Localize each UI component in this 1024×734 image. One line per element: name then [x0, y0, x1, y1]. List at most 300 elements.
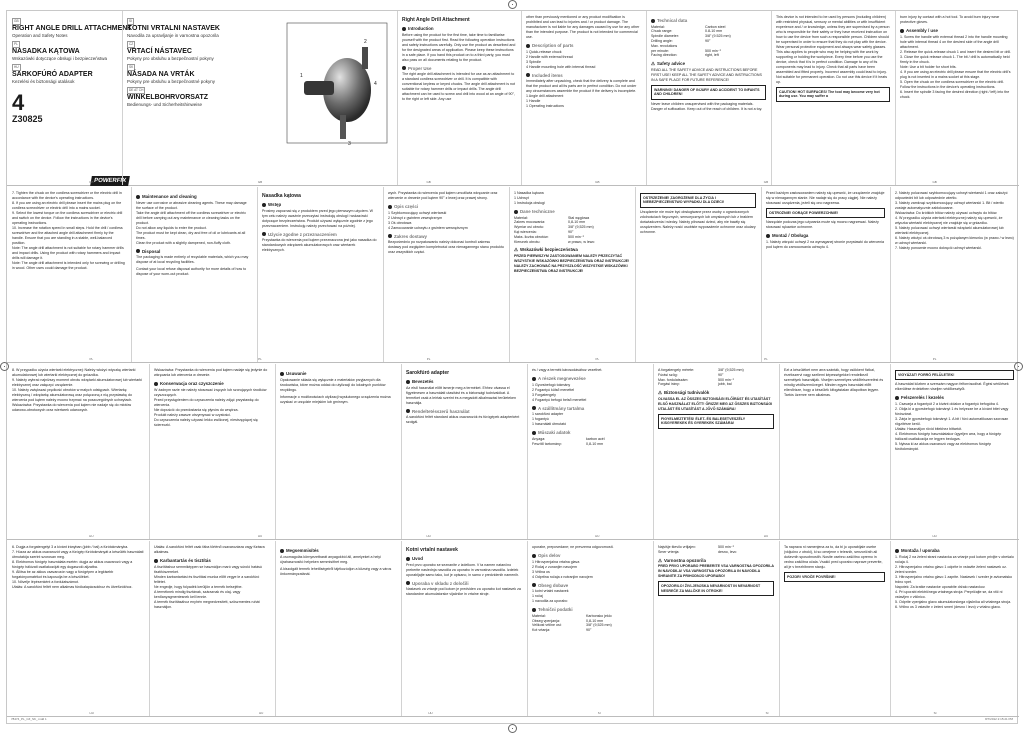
- section-title: Varnostna opozorila: [663, 557, 706, 563]
- tech-value: 0,8-10 mm: [586, 441, 604, 446]
- gb-heading: Right Angle Drill Attachment: [402, 17, 470, 23]
- cover-cz: [127, 38, 242, 61]
- pl-disposal-text-2: Informacje o możliwościach utylizacji wysłużonego urządzenia można uzyskać w urzędzie miejskim lub gminnym.: [280, 394, 391, 404]
- tech-label: Feszítő tartomány:: [532, 441, 562, 446]
- pl-maintenance-column: [149, 364, 275, 539]
- si-section-assembly: [895, 548, 1014, 554]
- cover-sk: [127, 61, 242, 84]
- si-tech-table: [532, 614, 612, 633]
- bullet-icon: [402, 27, 406, 31]
- gb-assembly-intro: burn injury by contact with a hot tool. To avoid burn injury wear protective gloves.: [900, 15, 1000, 24]
- section-title: A szállítmány tartalma: [538, 405, 585, 411]
- list-item: 1 Handle: [526, 99, 541, 104]
- table-row: [658, 382, 744, 387]
- cover-title-sk: NÁSADA NA VRTÁK: [127, 71, 195, 78]
- list-item: 4 Odprtina ročaja z notranjim navojem: [532, 574, 593, 579]
- tech-label: Chuck range:: [651, 29, 673, 34]
- bullet-icon: [262, 232, 266, 236]
- section-title: Included items: [532, 72, 563, 78]
- pl-section-intro: [262, 202, 378, 208]
- lang-label: SI: [933, 710, 937, 715]
- bullet-icon: [280, 549, 284, 553]
- hu-maintenance-column: [149, 541, 275, 716]
- tech-label: Zakres mocowania:: [514, 220, 546, 225]
- section-title: Maintenance and cleaning: [142, 194, 197, 199]
- si-section-intro: [406, 556, 522, 562]
- pl-safety-intro: PRZED PIERWSZYM ZASTOSOWANIEM NALEŻY PRZECZYTAĆ WSZYSTKIE WSKAZÓWKI BEZPIECZEŃSTWA ORAZ INSTRUKCJE! NALEŻY ZACHOWAĆ NA PRZYSZŁOŚĆ WSZYSTKIE WSKAZÓWKI BEZPIECZEŃSTWA ORAZ INSTRUKCJE!: [514, 253, 630, 273]
- list-item: 1 Szybkomocujący uchwyt wiertarski: [388, 210, 447, 215]
- tech-value: 3/8" (9,525 mm): [718, 368, 744, 372]
- tech-label: Anyaga:: [532, 436, 546, 441]
- pl-warning-box: OSTRZEŻENIE! ZAGROŻENIE DLA ŻYCIA I NIEBEZPIECZEŃSTWO WYPADKU DLA DZIECI!: [640, 193, 756, 208]
- si-section-tech: [532, 607, 648, 613]
- tech-label: Kot vrtanja:: [532, 628, 551, 633]
- section-title: Użycie zgodne z przeznaczeniem: [268, 231, 337, 237]
- si-safety-intro: PRED PRVO UPORABO PREBERITE VSA VARNOSTNA OPOZORILA IN NAVODILA! VSA VARNOSTNA OPOZORILA IN NAVODILA SHRANITE ZA PRIHODNJO UPORABO!: [658, 564, 774, 579]
- hu-assembly-column: [890, 364, 1019, 539]
- hu-section-delivery: [532, 406, 648, 412]
- tech-label: per minute:: [651, 48, 669, 53]
- lang-label: GB: [257, 179, 263, 184]
- si-warning-box: OPOZORILO! ŽIVLJENJSKA NEVARNOST IN NEVARNOST NESREČE ZA MALČKE IN OTROKE!: [658, 581, 774, 596]
- list-item: 1 Hitrovpenjalna vrtalna glava: [532, 559, 580, 564]
- si-parts-intro: uporabe, prepovedane; ne prevzema odgovornosti.: [532, 545, 614, 549]
- list-item: 2 Uchwyt z gwintem zewnętrznym: [388, 215, 443, 220]
- gb-section-maintenance: [136, 194, 252, 200]
- pl-section-maintenance: [154, 381, 270, 387]
- pl-delivery-text: Bezpośrednio po rozpakowaniu należy dokonać kontroli zakresu dostawy pod względem kompletności oraz nienagannego stanu produktu oraz wszystkich części.: [388, 240, 504, 255]
- pl-section-safety: [514, 247, 630, 253]
- tech-label: Drilling angle:: [651, 38, 673, 43]
- drill-spindle: [340, 115, 346, 139]
- lang-tag-de: DE AT CH: [129, 88, 144, 92]
- list-item: 1 Operating instructions: [526, 104, 564, 109]
- section-title: Rendeltetésszerű használat: [412, 408, 470, 414]
- part-callout-4: 4: [374, 81, 377, 87]
- lang-label: HU: [763, 533, 769, 538]
- bullet-icon: [406, 581, 410, 585]
- list-item: 3 Spindle: [526, 59, 541, 64]
- tech-value: desno, levo: [718, 549, 737, 554]
- gb-maintenance-list: Never use corrosive or abrasive cleaning agents. These may damage the surface of the product. Take the angle drill attachment off the cordless screwdriver or electric drill before carrying out any maintenance or cleaning tasks on the product. Do not allow any liquids to enter the product. The product must be kept clean, dry and free of oil or lubricants at all times. Clean the product with a slightly dampened, non-fluffy cloth.: [136, 200, 247, 245]
- part-callout-2: 2: [364, 39, 367, 45]
- cover-subtitle-de: Bedienungs- und Sicherheitshinweise: [127, 101, 203, 107]
- bullet-icon: [388, 234, 392, 238]
- section-title: Tehnični podatki: [538, 607, 573, 613]
- section-title: Felszerelés / kezelés: [901, 395, 944, 401]
- cover-title-hu: SARKOFÚRÓ ADAPTER: [12, 71, 93, 78]
- section-title: Usuwanie: [286, 371, 307, 376]
- cover-title-si: KOTNI VRTALNI NASTAVEK: [127, 25, 220, 32]
- si-tech-column: [653, 541, 779, 716]
- gb-caution-hot: CAUTION! HOT SURFACES! The tool may become very hot during use. You may suffer a: [776, 87, 890, 102]
- lang-label: PL: [426, 356, 431, 361]
- cover-title-gb: RIGHT ANGLE DRILL ATTACHMENT: [12, 25, 132, 32]
- hu-steps-column: [7, 541, 149, 716]
- section-title: Bevezetés: [412, 379, 434, 384]
- si-safety-column: [779, 541, 890, 716]
- section-title: A részek megnevezése: [538, 376, 586, 381]
- bullet-icon: [154, 382, 158, 386]
- list-item: 1 Uchwyt: [514, 196, 529, 200]
- gb-intro-column: [397, 11, 521, 185]
- warning-triangle-icon: ⚠: [658, 390, 662, 396]
- table-row: [651, 53, 731, 58]
- tech-label: Material:: [532, 613, 546, 618]
- print-footer-left: 78474_PL_CZ_SK_.indd 1: [11, 717, 47, 721]
- band-footer-langs: [7, 532, 1019, 539]
- hu-disposal-column: [275, 541, 401, 716]
- tech-value: karbon acél: [586, 436, 605, 441]
- bullet-icon: [895, 396, 899, 400]
- part-callout-1: 1: [300, 73, 303, 79]
- part-callout-3: 3: [348, 141, 351, 147]
- hu-safety-column: [779, 364, 890, 539]
- tech-value: 500 min⁻¹: [705, 48, 721, 53]
- lang-label: PL: [932, 356, 937, 361]
- cover-subtitle-hu: Kezelési és biztonsági utalások: [12, 78, 75, 84]
- bullet-icon: [651, 19, 655, 23]
- registration-mark-icon: [1014, 362, 1023, 371]
- list-item: 4 Handle mounting hole with internal thread: [526, 64, 596, 69]
- gb-assembly-steps: 1. Screw the handle with external thread 2 into the handle mounting hole with internal thread 4 on the desired side of the angle drill attachment. 2. Release the quick-release chuck 1 and insert the desired bit or drill. 3. Close the quick release chuck 1. The bit / drill is automatically held firmly in the chuck. Note: Use a bit holder for short bits. 4. If you are using an electric drill please ensure that the electric drill's plug is not inserted in a mains socket at this stage. 5. Open the chuck on the cordless screwdriver or the electric drill. Follow the instructions in the device's operating instructions. 6. Insert the spindle 3 facing the desired direction (right / left) into the chuck.: [900, 34, 1012, 99]
- bullet-icon: [532, 431, 536, 435]
- hu-section-disposal: [280, 548, 396, 554]
- pl-caution-hot: OSTROŻNIE! GORĄCE POWIERZCHNIE!: [766, 208, 885, 218]
- tech-label: Materiał:: [514, 215, 528, 220]
- list-item: 3 Forgatengely: [532, 392, 556, 397]
- section-title: Karbantartás és tisztítás: [160, 558, 211, 563]
- gb-section-included: [526, 73, 641, 79]
- hu-parts-intro: és / vagy a termék károsodásához vezethet.: [532, 368, 603, 372]
- gb-section-proper-use: [402, 66, 516, 72]
- gb-tech-column: [646, 11, 771, 185]
- drill-chuck: [304, 81, 334, 95]
- tech-label: A forgatengely mérete:: [658, 368, 695, 372]
- si-assembly-column: [890, 541, 1019, 716]
- pl-tech-table: [514, 216, 594, 245]
- list-item: 2 Handle with external thread: [526, 54, 573, 59]
- table-row: [532, 628, 612, 633]
- lang-tag-si: SI: [129, 19, 133, 23]
- bullet-icon: [154, 559, 158, 563]
- tech-label: Facing direction:: [651, 53, 678, 58]
- bullet-icon: [136, 249, 140, 253]
- hu-parts-column: [527, 364, 653, 539]
- lang-label: PL: [764, 356, 768, 361]
- product-code: Z30825: [12, 114, 43, 124]
- pl-steps-text: 2. Należy poluzować szybkomocujący uchwyt wiertarski 1 oraz założyć odpowiedni bit lub odpowiednie wiertło. 3. Należy zamknąć szybkomocujący uchwyt wiertarski 1. Bit / wiertło zostaje automatycznie zablokowane. Wskazówka: Do krótkich bitów należy używać uchwytu do bitów. 4. W przypadku użycia wiertarki elektrycznej należy się upewnić, że wtyczka wiertarki elektrycznej nie znajduje się w gniazdku. 5. Należy poluzować uchwyt wiertarski wkrętarki akumulatorowej lub wiertarki elektrycznej. 6. Należy włożyć oś obrotową 3 w pożądanym kierunku (w prawo / w lewo) w uchwyt wiertarski. 7. Należy ponownie mocno dokręcić uchwyt wiertarski.: [895, 191, 1014, 250]
- section-title: Safety advice: [656, 61, 686, 67]
- list-item: 1 Quick-release chuck: [526, 49, 562, 54]
- cover-subtitle-cz: Pokyny pro obsluhu a bezpečnostní pokyny: [127, 55, 214, 61]
- bullet-icon: [766, 234, 770, 238]
- pl-assembly-intro: Przed każdym zastosowaniem należy się upewnić, że urządzenie znajduje się w nienagannym stanie. Nie nadaje się do pracy ciągłej. Nie należy stosować urządzenia, jeżeli się ono nagrzewa.: [766, 191, 885, 205]
- gb-safety-column: [771, 11, 895, 185]
- gb-maintenance-column: [131, 187, 257, 362]
- hu-caution-hot: VIGYÁZAT! FORRÓ FELÜLETEK!: [895, 370, 1014, 380]
- cover-de: [127, 84, 242, 107]
- cover-si: [127, 15, 242, 38]
- tech-value: 3/8" (9,525 mm): [568, 225, 594, 230]
- lang-label: HU: [89, 710, 94, 715]
- lang-label: GB: [426, 179, 431, 184]
- hu-section-assembly: [895, 395, 1014, 401]
- gb-warning-box: WARNING! DANGER OF INJURY AND ACCIDENT TO INFANTS AND CHILDREN!: [651, 85, 766, 100]
- section-title: Opis delov: [538, 553, 561, 558]
- hu-tech-table-2: [658, 368, 744, 387]
- pl-section-use: [262, 232, 378, 238]
- gb-parts-intro: other than previously mentioned or any product modification is prohibited and can lead to injuries and / or product damage. The manufacturer is not liable for any damages caused by use for any other than the intended purpose. The product is not intended for commercial use.: [526, 15, 640, 39]
- tech-value: 90°: [718, 372, 724, 377]
- si-use-text: Nastavek za vrtanje pod kotom je predviden za uporabo kot nastavek za standardne akumulatorske vijačnike in vrtalne stroje.: [406, 587, 521, 597]
- section-title: Wskazówki bezpieczeństwa: [519, 247, 578, 253]
- gb-section-introduction: [402, 26, 516, 32]
- tech-label: Kierunek obrotu:: [514, 239, 541, 244]
- gb-steps-text: 7. Tighten the chuck on the cordless screwdriver or the electric drill in accordance with the device's operating instructions. 8. If you are using an electric drill please insert the mains plug on the cordless screwdriver or electric drill into a mains socket. 9. Select the lowest torque on the cordless screwdriver or electric drill and switch on the device. Follow the instructions in the device's operating instructions. 10. Increase the rotation speed in small steps. Hold the drill / cordless screwdriver and the attached angle drill attachment firmly by the handle. Ensure that you are standing in a stable, well-balanced position. Note: The angle drill attachment is not suitable for rotary hammer drills and impact drills. Using the product with rotary hammers and impact drills will damage it. Note: The angle drill attachment is intended only for screwing or drilling in wood. Other uses could damage the product.: [12, 191, 125, 270]
- band-pl: [7, 187, 1019, 363]
- list-item: 1 sarokfúró adapter: [532, 412, 564, 417]
- registration-mark-icon: [0, 362, 9, 371]
- si-section-use: [406, 581, 522, 587]
- gb-safety-text: This device is not intended to be used by persons (including children) with restricted physical, sensory or mental abilities or with insufficient experience and / or knowledge, unless they are supervised by a person who is responsible for their safety or they have received instruction on how to use the device from such a responsible person. Children should be supervised in order to ensure that they do not play with the device. Wear personal protective equipment and always wear safety glasses. This also applies to people who may be helping with the work by supporting or holding the workpiece. Every time before you use the device, check that it is in perfect condition. Damage to any of its components may lead to injury. Check that all parts have been assembled and fitted properly. Incorrect assembly could lead to injury. Not suitable for permanent operation. Do not use this device if it heats up.: [776, 15, 890, 84]
- cover-subtitle-sk: Pokyny pre obsluhu a bezpečnostné pokyny: [127, 78, 216, 84]
- band-hu: [7, 364, 1019, 540]
- si-assembly-steps: 1. Ročaj 2 na želeni strani nastavka za vrtanje pod kotom privijte v obešalo ročaja 4. 2. Hitrovpenjalno vrtalno glavo 1 odprite in vstavite želeni nastavek oz. želeni sveder. 3. Hitrovpenjalno vrtalno glavo 1 zaprite. Nastavek / sveder je avtomatsko trdno vpet. Napotek: Za kratke nastavke uporabite držalo nastavkov. 4. Pri uporabi električnega vrtalnega stroja: Prepričajte se, da vtič ni vstavljen v vtičnico. 5. Odprite vpenjalno glavo akumulatorskega vijačnika ali vrtalnega stroja. 6. Vrtilno os 3 vstavite v želeni smeri (desno / levo) v vrtalno glavo.: [895, 554, 1014, 609]
- tech-value: 90°: [568, 229, 574, 234]
- pl-intro-text: Prosimy zapoznać się z produktem przed jego pierwszym użyciem. W tym celu należy uważnie przeczytać instrukcję obsługi i wskazówki dotyczące bezpieczeństwa. Produkt używać wyłącznie zgodnie z jego przeznaczeniem. Instrukcję należy przechować na później.: [262, 208, 374, 228]
- pl-assembly-steps: 1. Należy wkręcić uchwyt 2 na wymaganej stronie przystawki do wiercenia pod kątem do zamocowania uchwytu 4.: [766, 240, 885, 249]
- section-title: Biztonsági tudnivalók: [663, 390, 710, 396]
- pl-parts-intro: wych. Przystawka do wiercenia pod kątem umożliwia wkręcanie oraz wiercenie w drewnie pod kątem 90° z lewej oraz prawej strony.: [388, 191, 498, 200]
- warning-triangle-icon: ⚠: [658, 557, 662, 563]
- pl-safety-text: Urządzenie nie może być obsługiwane przez osoby o ograniczonych zdolnościach fizycznych, sensorycznych lub umysłowych lub z brakiem doświadczenia i wiedzy. Należy pilnować dzieci, aby nie bawiły się urządzeniem. Należy nosić osobiste wyposażenie ochronne oraz okulary ochronne.: [640, 209, 756, 234]
- section-title: Description of parts: [532, 43, 574, 48]
- lang-label: HU: [257, 533, 263, 538]
- pl-disposal-column: [275, 364, 401, 539]
- tech-value: 0,8-10 mm: [586, 618, 604, 623]
- lang-tag-sk: SK: [129, 65, 134, 69]
- table-row: [658, 550, 736, 555]
- pl-heading: Nasadka kątowa: [262, 193, 301, 199]
- tech-value: Stal węglowa: [568, 215, 590, 220]
- list-item: 2 Ročaj z zunanjim navojem: [532, 564, 577, 569]
- pl-steps-column: [890, 187, 1019, 362]
- list-item: 4 Fogantyú befogó belső menettel: [532, 397, 587, 402]
- hu-assembly-steps: 1. Csavarja a fogantyút 2 a kívánt oldalon a fogantyú befogóba 4. 2. Oldja ki a gyorsbefogó tokmányt 1 és helyezze be a kívánt bitet vagy fúrószárat. 3. Zárja le gyorsbefogó tokmányt 1. A bit / fúró automatikusan szorosan rögzítésre kerül. Utalás: Használjon rövid bitekhez bittartót. 4. Elektromos fúrógép használatakor ügyeljen arra, hogy a fúrógép hálózati csatlakozója ne legyen bedugva. 5. Nyissa ki az akkus csavarozó vagy az elektromos fúrógép fúrótokmányát.: [895, 402, 1009, 451]
- gb-included-text: Immediately after unpacking, check that the delivery is complete and that the product and all its parts are in perfect condition. Do not under any circumstances assemble the product if the delivery is incomplete.: [526, 79, 637, 94]
- band-footer-langs: [7, 355, 1019, 362]
- pl-disposal-text: Opakowanie składa się wyłącznie z materiałów przyjaznych dla środowiska, które można oddać do utylizacji do lokalnych punktów recyklingu.: [280, 377, 386, 392]
- list-item: 4 Zamocowanie uchwytu z gwintem wewnętrznym: [388, 225, 468, 230]
- lang-label: HU: [89, 533, 94, 538]
- section-title: Wstęp: [268, 202, 282, 207]
- hu-heading: Sarokfúró adapter: [406, 370, 450, 376]
- tech-label: Spindle diameter:: [651, 34, 679, 39]
- figure-column: [247, 11, 397, 185]
- hu-intro-column: [401, 364, 527, 539]
- hu-warning-box: FIGYELMEZTETÉS! ÉLET- ÉS BALESETVESZÉLY KISGYEREKEK ÉS GYEREKEK SZÁMÁRA!: [658, 414, 774, 429]
- lang-label: HU: [932, 533, 937, 538]
- list-item: 1 ročaj: [532, 594, 543, 599]
- gb-disposal-text: The packaging is made entirely of recyclable materials, which you may dispose of at local recycling facilities.: [136, 255, 249, 265]
- tech-value: 3/8" (9,525 mm): [586, 623, 612, 628]
- list-item: 3 Oś obrotowa: [388, 220, 412, 225]
- gb-section-safety: [651, 61, 766, 67]
- bullet-icon: [406, 557, 410, 561]
- si-section-safety: [658, 558, 774, 564]
- bullet-icon: [526, 73, 530, 77]
- tech-value: w prawo, w lewo: [568, 239, 595, 244]
- lang-label: GB: [595, 179, 600, 184]
- bullet-icon: [262, 203, 266, 207]
- lang-tag-gb: GB: [14, 19, 19, 23]
- warning-triangle-icon: ⚠: [651, 61, 655, 67]
- cover-title-cz: VRTACÍ NÁSTAVEC: [127, 48, 192, 55]
- list-item: 1 fogantyú: [532, 417, 549, 422]
- pl-section-delivery: [388, 234, 504, 240]
- tech-value: Carbon steel: [705, 24, 726, 29]
- tech-label: Maks. liczba obrotów:: [514, 234, 549, 239]
- warning-triangle-icon: ⚠: [514, 247, 518, 253]
- si-heading: Kotni vrtalni nastavek: [406, 547, 458, 553]
- gb-section-assembly: [900, 28, 1014, 34]
- tech-label: Max. fordulatszám:: [658, 377, 689, 382]
- pl-maint-list: W żadnym razie nie należy stosować żrących lub szorujących środków czyszczących. Przed przystąpieniem do czyszczenia należy zdjąć przystawkę do wiercenia. Nie dopuścić do przedostania się płynów do wnętrza. Produkt należy zawsze utrzymywać w czystości. Do czyszczenia należy używać lekko zwilżonej, niestrzępiącej się ściereczki.: [154, 387, 267, 427]
- tech-value: 0.8-10 mm: [705, 29, 723, 34]
- hu-section-maintenance: [154, 558, 270, 564]
- lang-label: PL: [595, 356, 600, 361]
- hu-section-intro: [406, 379, 522, 385]
- band-gb: [7, 11, 1019, 186]
- hu-tech-column: [653, 364, 779, 539]
- pl-maint-note: Wskazówka: Przystawka do wiercenia pod kątem nadaje się jedynie do wkręcania lub wiercenia w drewnie.: [154, 368, 268, 377]
- bullet-icon: [514, 210, 518, 214]
- gb-tech-table: [651, 25, 731, 59]
- section-title: Opis części: [394, 204, 419, 209]
- cover-title-de: WINKELBOHRVORSATZ: [127, 94, 209, 101]
- gb-section-technical: [651, 18, 766, 24]
- tech-value: Karbonsko jeklo: [586, 613, 612, 618]
- cover-subtitle-gb: Operation and Safety Notes: [12, 32, 68, 38]
- section-title: Introduction: [408, 26, 434, 31]
- lang-label: GB: [763, 179, 769, 184]
- section-title: Konserwacja oraz czyszczenie: [160, 381, 224, 386]
- print-footer: [7, 715, 1017, 723]
- si-intro-text: Pred prvo uporabo se seznanite z izdelkom. V ta namen natančno preberite naslednja navodila za uporabo in varnostna navodila. Izdelek uporabljajte samo tako, kot je opisano, in samo v predvidenih namenih.: [406, 562, 520, 577]
- band-footer-langs: [7, 178, 1019, 185]
- gb-steps-column: [7, 187, 131, 362]
- lang-label: GB: [932, 179, 937, 184]
- tech-value: 0,8-10 mm: [568, 220, 586, 225]
- si-caution-hot: POZOR! VROČE POVRŠINE!: [784, 572, 885, 582]
- bullet-icon: [532, 554, 536, 558]
- pl-caution-text: Narzędzie podczas jego używania może się mocno nagrzewać. Należy stosować rękawice ochronne.: [766, 220, 879, 230]
- table-row: [532, 442, 605, 447]
- gb-section-parts: [526, 43, 641, 49]
- bullet-icon: [136, 195, 140, 199]
- tech-label: Kąt wiercenia:: [514, 229, 537, 234]
- hu-safety-text: Ezt a készüléket nem arra szánták, hogy csökkent fizikai, érzékszervi vagy szellemi képességekkel rendelkező személyek használják. Viseljen személyes védőfelszerelést és mindig védőszemüveget. Minden egyes használat előtt ellenőrizze, hogy a készülék kifogástalan állapotban legyen. Tartós üzemre nem alkalmas.: [784, 368, 884, 397]
- list-item: 1 Gyorsbefogó tokmány: [532, 382, 571, 387]
- tech-label: Material:: [651, 24, 665, 29]
- bullet-icon: [532, 608, 536, 612]
- hu-section-use: [406, 409, 522, 415]
- hu-steps-text: 6. Dugja a forgatengelyt 3 a kívánt irányban (jobb / bal) a fúrótokmányba. 7. Húzza az akkus csavarozót vagy a fúrógép fúrótokmányát a készülék használati útmutatója szerint szorosan meg. 8. Elektromos fúrógép használata esetén: dugja az akkus csavarozó vagy a fúrógép hálózati csatlakozóját egy dugaszoló aljzatba. 9. Állítsa be az akkus csavarozón vagy a fúrógépen a legkisebb forgatónyomatékot és kapcsolja be a készüléket. 10. Növelje lépésenként a fordulatszámot. Utalás: A sarokfúró feltét nem alkalmas fúrókalapácsokhoz és ütvefúrókhoz.: [12, 545, 144, 589]
- list-item: 2 Fogantyú külső menettel: [532, 387, 575, 392]
- gb-parts-list: [526, 50, 641, 70]
- si-intro-column: [401, 541, 527, 716]
- tech-label: Fúrási szög:: [658, 372, 678, 377]
- si-section-parts: [532, 553, 648, 559]
- hu-tech-table: [532, 437, 605, 447]
- section-title: Proper Use: [408, 65, 432, 71]
- gb-intro-text: Before using the product for the first time, take time to familiarise yourself with the product first. Read the following operation instructions and safety instructions carefully. Only use the product as described and for the designated areas of application. Please keep these instructions in a safe place. If you hand this product on to a third party, you must also pass on all documents relating to the product.: [402, 32, 516, 62]
- pl-section-disposal: [280, 371, 396, 377]
- bullet-icon: [280, 372, 284, 376]
- si-tech-table-2: [658, 545, 736, 555]
- list-item: 3 Vrtilna os: [532, 569, 550, 574]
- gb-safety-intro: READ ALL THE SAFETY ADVICE AND INSTRUCTIONS BEFORE FIRST USE! KEEP ALL THE SAFETY ADVICE AND INSTRUCTIONS IN A SAFE PLACE FOR FUTURE REFERENCE!: [651, 67, 762, 82]
- lang-label: PL: [89, 356, 94, 361]
- hu-section-parts: [532, 376, 648, 382]
- hu-maint-list: A tisztításhoz semmiképpen se használjon maró vagy súroló hatású tisztítószereket. Minden karbantartási és tisztítási munka előtt vegye le a sarokfúró feltétet. Ne engedje, hogy folyadék kerüljön a termék belsejébe. A terméknek mindig tisztának, száraznak és olaj- vagy kenőanyagmentesnek kell lennie. A termék tisztításához enyhén megnedvesített, szöszmentes ruhát használjon.: [154, 564, 262, 609]
- section-title: Megsemmisítés: [286, 548, 319, 553]
- bullet-icon: [402, 66, 406, 70]
- si-section-delivery: [532, 583, 648, 589]
- lang-label: SI: [597, 710, 601, 715]
- hu-caution-text: A használat közben a szerszám nagyon felforrósodhat. Égési sérülések elkerülése érdekében viseljen védőkesztyűt.: [895, 382, 1009, 392]
- tech-label: Max. revolutions: [651, 43, 678, 48]
- section-title: Technical data: [657, 18, 688, 23]
- print-footer-right: 8/7/2012 2:15:21 PM: [985, 717, 1013, 721]
- pl-tech-column: [509, 187, 635, 362]
- lang-tag-hu: HU: [14, 65, 19, 69]
- drill-attachment-illustration: [252, 15, 392, 175]
- tech-label: Obseg vpenjanja:: [532, 618, 560, 623]
- manual-sheet: [6, 10, 1018, 724]
- tech-value: jobb, bal: [718, 382, 732, 387]
- gb-parts-column: [521, 11, 646, 185]
- tech-value: 90°: [586, 628, 592, 633]
- pl-section-parts: [388, 204, 504, 210]
- pl-safety-column: [635, 187, 761, 362]
- section-title: Uporaba v skladu z določili: [412, 580, 469, 586]
- bullet-icon: [900, 29, 904, 33]
- lang-label: HU: [426, 533, 431, 538]
- bullet-icon: [406, 380, 410, 384]
- registration-mark-icon: [508, 724, 517, 733]
- hu-section-tech: [532, 430, 648, 436]
- tech-label: Smer vrtenja:: [658, 549, 680, 554]
- hu-safety-intro: OLVASSA EL AZ ÖSSZES BIZTONSÁGI ELŐÍRÁST ÉS UTASÍTÁST ELSŐ HASZNÁLAT ELŐTT! ŐRIZZE MEG AZ ÖSSZES BIZTONSÁGI UTALÁST ÉS UTASÍTÁST A JÖVŐ SZÁMÁRA!: [658, 396, 773, 411]
- tech-value: 500 min⁻¹: [568, 234, 584, 239]
- tech-label: Najvišje število vrtljajev:: [658, 545, 696, 549]
- cover-title-pl: NASADKA KĄTOWA: [12, 48, 80, 55]
- tech-value: 90°: [705, 38, 711, 43]
- section-title: Dane techniczne: [520, 209, 555, 214]
- drill-handle: [362, 47, 368, 69]
- list-item: 1 Nasadka kątowa: [514, 191, 544, 195]
- lang-label: GB: [89, 179, 94, 184]
- pl-steps2-text: 8. W przypadku użycia wiertarki elektrycznej: Należy włożyć wtyczkę wiertarki akumulatorowej lub wiertarki elektrycznej do gniazdka. 9. Należy wybrać najniższy moment obrotu wkrętarki akumulatorowej lub wiertarki elektrycznej oraz załączyć urządzenie. 10. Należy zwiększać prędkość obrotów w małych odstępach. Wiertarkę elektryczną / wkrętarkę akumulatorową oraz połączoną z nią przystawkę do wiercenia pod kątem należy mocno trzymać na poszczególnych uchwytach. Wskazówka: Przystawka do wiercenia pod kątem nie nadaje się do młotów udarowo-obrotowych oraz wiertarek udarowych.: [12, 368, 143, 412]
- lang-tag-cz: CZ: [129, 42, 134, 46]
- hu-maint-note: Utalás: A sarokfúró feltét csak fába történő csavarozásra vagy fúrásra alkalmas.: [154, 545, 265, 554]
- list-item: 1 Instrukcja obsługi: [514, 201, 545, 205]
- tech-value: 500 min⁻¹: [718, 377, 734, 382]
- section-title: Montaż / Obsługa: [772, 233, 809, 239]
- hu-disposal-text-2: A kiszolgált termék lehetőségeiről tájékozódjon a község vagy a város önkormányzatánál.: [280, 566, 392, 576]
